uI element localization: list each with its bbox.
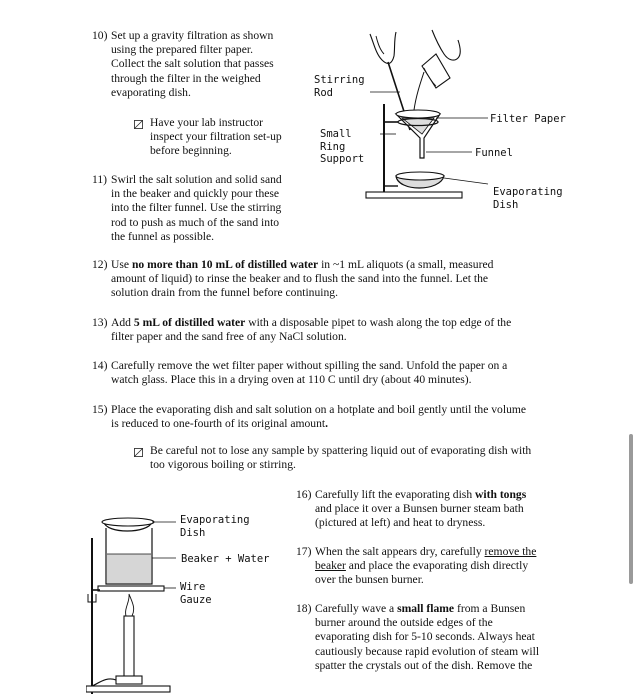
step-line: (pictured at left) and heat to dryness. (315, 516, 486, 530)
vertical-scrollbar[interactable] (629, 434, 633, 584)
step-line: through the filter in the weighed (111, 71, 261, 85)
label-line: Dish (180, 526, 206, 539)
step-13 (92, 316, 562, 344)
step-number: 14) (92, 359, 108, 372)
step-line: in the beaker and quickly pour these (111, 187, 280, 201)
checkbox-icon (134, 448, 143, 457)
label-stirring-rod (314, 74, 365, 99)
step-number: 11) (92, 173, 108, 186)
text-run-underline: beaker (315, 559, 346, 573)
step-11 (92, 173, 312, 244)
instructor-check-note (150, 116, 320, 159)
step-16 (296, 488, 586, 531)
text-run-bold: with tongs (475, 488, 527, 501)
note-line: Be careful not to lose any sample by spattering liquid out of evaporating dish with (150, 444, 532, 457)
step-line: Set up a gravity filtration as shown (111, 29, 274, 42)
filtration-setup-illustration (340, 26, 490, 202)
label-line: Evaporating (493, 186, 563, 198)
text-run-underline: remove the (484, 545, 537, 558)
text-run: in ~1 mL aliquots (a small, measured (318, 258, 494, 271)
step-line: evaporating dish for 5-10 seconds. Always heat (315, 630, 535, 644)
spatter-warning-note (150, 444, 570, 472)
step-line: and place it over a Bunsen burner steam bath (315, 502, 524, 516)
step-line: cautiously because rapid evolution of steam will (315, 644, 540, 658)
step-line: Place the evaporating dish and salt solution on a hotplate and boil gently until the volume (111, 403, 527, 416)
label-line: Filter Paper (490, 113, 566, 125)
label-funnel (475, 147, 513, 160)
step-line: filter paper and the sand free of any NaCl solution. (111, 330, 347, 344)
label-line: Funnel (475, 147, 513, 159)
step-line: evaporating dish. (111, 85, 191, 99)
step-18 (296, 602, 596, 673)
text-run: When the salt appears dry, carefully (315, 545, 485, 558)
step-number: 13) (92, 316, 108, 329)
step-17 (296, 545, 586, 588)
step-line: Carefully remove the wet filter paper without spilling the sand. Unfold the paper on a (111, 359, 508, 372)
label-evaporating-dish (493, 186, 563, 211)
step-line: amount of liquid) to rinse the beaker and to flush the sand into the funnel. Let the (111, 272, 489, 286)
step-number: 10) (92, 29, 108, 42)
text-run-bold: . (325, 417, 329, 431)
step-line: over the bunsen burner. (315, 573, 424, 587)
step-10 (92, 29, 312, 100)
step-number: 16) (296, 488, 312, 501)
text-run-bold: 5 mL of distilled water (133, 316, 246, 329)
step-15 (92, 403, 572, 431)
step-line: burner around the outside edges of the (315, 616, 493, 630)
label-line: Evaporating (180, 514, 250, 526)
step-line: using the prepared filter paper. (111, 43, 253, 57)
label-small-ring-support (320, 128, 364, 166)
step-line: rod to push as much of the sand into (111, 215, 280, 229)
step-number: 15) (92, 403, 108, 416)
label-beaker-water (181, 553, 270, 566)
label-line: Rod (314, 86, 333, 99)
label-line: Stirring (314, 74, 365, 86)
note-line: too vigorous boiling or stirring. (150, 458, 296, 472)
label-line: Small (320, 128, 352, 140)
step-line: into the filter funnel. Use the stirring (111, 201, 282, 215)
label-line: Support (320, 153, 365, 165)
step-line: watch glass. Place this in a drying oven at 110 C until dry (about 40 minutes). (111, 373, 472, 387)
label-wire-gauze (180, 581, 212, 606)
step-number: 17) (296, 545, 312, 558)
step-12 (92, 258, 552, 301)
text-run: with a disposable pipet to wash along the top edge of the (245, 316, 512, 329)
text-run: Carefully wave a (315, 602, 398, 615)
label-line: Dish (493, 198, 519, 211)
text-run: and place the evaporating dish directly (345, 559, 529, 573)
steam-bath-illustration (86, 498, 178, 698)
step-14 (92, 359, 562, 387)
text-run: from a Bunsen (454, 602, 526, 615)
text-run: is reduced to one-fourth of its original amount (111, 417, 326, 431)
text-run: Carefully lift the evaporating dish (315, 488, 476, 501)
step-line: Swirl the salt solution and solid sand (111, 173, 282, 186)
label-filter-paper (490, 113, 566, 126)
label-line: Beaker + Water (181, 553, 270, 565)
step-line: spatter the crystals out of the dish. Remove the (315, 658, 533, 672)
text-run-bold: small flame (397, 602, 455, 615)
checkbox-icon (134, 120, 143, 129)
label-line: Ring (320, 140, 346, 153)
step-number: 18) (296, 602, 312, 615)
step-line: the funnel as possible. (111, 229, 215, 243)
label-line: Wire (180, 581, 206, 593)
text-run: Use (111, 258, 132, 271)
step-line: solution drain from the funnel before continuing. (111, 286, 338, 300)
text-run: Add (111, 316, 134, 329)
label-line: Gauze (180, 593, 212, 606)
note-line: inspect your filtration set-up (150, 130, 282, 144)
note-line: before beginning. (150, 144, 232, 158)
note-line: Have your lab instructor (150, 116, 264, 129)
step-line: Collect the salt solution that passes (111, 57, 274, 71)
step-number: 12) (92, 258, 108, 271)
text-run-bold: no more than 10 mL of distilled water (131, 258, 319, 271)
label-evaporating-dish-bottom (180, 514, 250, 539)
